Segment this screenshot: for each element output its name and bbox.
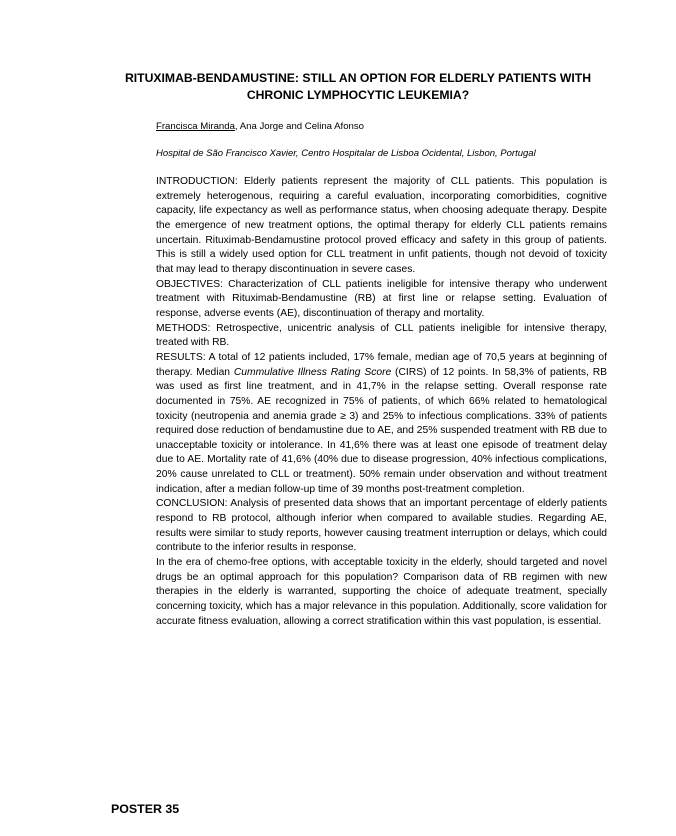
abstract-body	[156, 175, 607, 629]
methods-paragraph: METHODS: Retrospective, unicentric analysis of CLL patients ineligible for intensive therapy, treated with RB.	[156, 322, 607, 349]
introduction-paragraph: INTRODUCTION: Elderly patients represent the majority of CLL patients. This population is extremely heterogenous, requiring a careful evaluation, incorporating comorbidities, cognitive capacity, life expectancy as well as performance status, when choosing adequate therapy. Despite the emergence of new treatment options, the optimal therapy for elderly CLL patients remains uncertain. Rituximab-Bendamustine protocol proved efficacy and safety in this group of patients. This is still a widely used option for CLL treatment in unfit patients, though not devoid of toxicity that may lead to therapy discontinuation in severe cases.	[156, 176, 607, 275]
presenting-author: Francisca Miranda	[156, 121, 235, 132]
co-authors: , Ana Jorge and Celina Afonso	[234, 121, 364, 132]
closing-paragraph: In the era of chemo-free options, with acceptable toxicity in the elderly, should targeted and novel drugs be an optimal approach for this population? Comparison data of RB regimen with new therapies in the elderly is warranted, supporting the choice of adequate treatment, specially concerning toxicity, which has a major relevance in this population. Additionally, score validation for accurate fitness evaluation, allowing a correct stratification within this vast population, is essential.	[156, 557, 607, 627]
objectives-paragraph: OBJECTIVES: Characterization of CLL patients ineligible for intensive therapy who underwent treatment with Rituximab-Bendamustine (RB) at first line or relapse setting. Evaluation of response, adverse events (AE), discontinuation of therapy and mortality.	[156, 278, 607, 319]
results-paragraph	[156, 351, 607, 498]
results-text-start: RESULTS: A total of 12 patients included, 17% female, median age of 70,5 years at beginning of therapy. Median	[156, 351, 607, 378]
author-list	[156, 121, 364, 133]
cirs-term: Cummulative Illness Rating Score	[233, 366, 392, 378]
results-text-end: (CIRS) of 12 points. In 58,3% of patients, RB was used as first line treatment, and in 41,7% in the relapse setting. Overall response rate documented in 75%. AE recognized in 75% of patients, of which 66% related to hematological toxicity (neutropenia and anemia grade ≥ 3) and 25% to infectious complications. 33% of patients required dose reduction of bendamustine due to AE, and 25% suspended treatment with RB due to unacceptable toxicity or intolerance. In 41,6% there was at least one episode of treatment delay due to AE. Mortality rate of 41,6% (40% due to disease progression, 40% infectious complications, 20% cause unrelated to CLL or treatment). 50% remain under observation and without treatment indication, after a median follow-up time of 39 months post-treatment completion.	[156, 366, 608, 495]
title-line-1: RITUXIMAB-BENDAMUSTINE: STILL AN OPTION FOR ELDERLY PATIENTS WITH	[124, 71, 592, 85]
poster-number: POSTER 35	[111, 802, 180, 816]
abstract-title	[120, 70, 596, 104]
title-line-2: CHRONIC LYMPHOCYTIC LEUKEMIA?	[246, 88, 470, 102]
affiliation: Hospital de São Francisco Xavier, Centro Hospitalar de Lisboa Ocidental, Lisbon, Portugal	[156, 148, 536, 159]
conclusion-paragraph: CONCLUSION: Analysis of presented data shows that an important percentage of elderly patients respond to RB protocol, although inferior when compared to available studies. Regarding AE, results were similar to study reports, however causing treatment interruption or delays, which could contribute to the inferior results in response.	[156, 498, 607, 554]
